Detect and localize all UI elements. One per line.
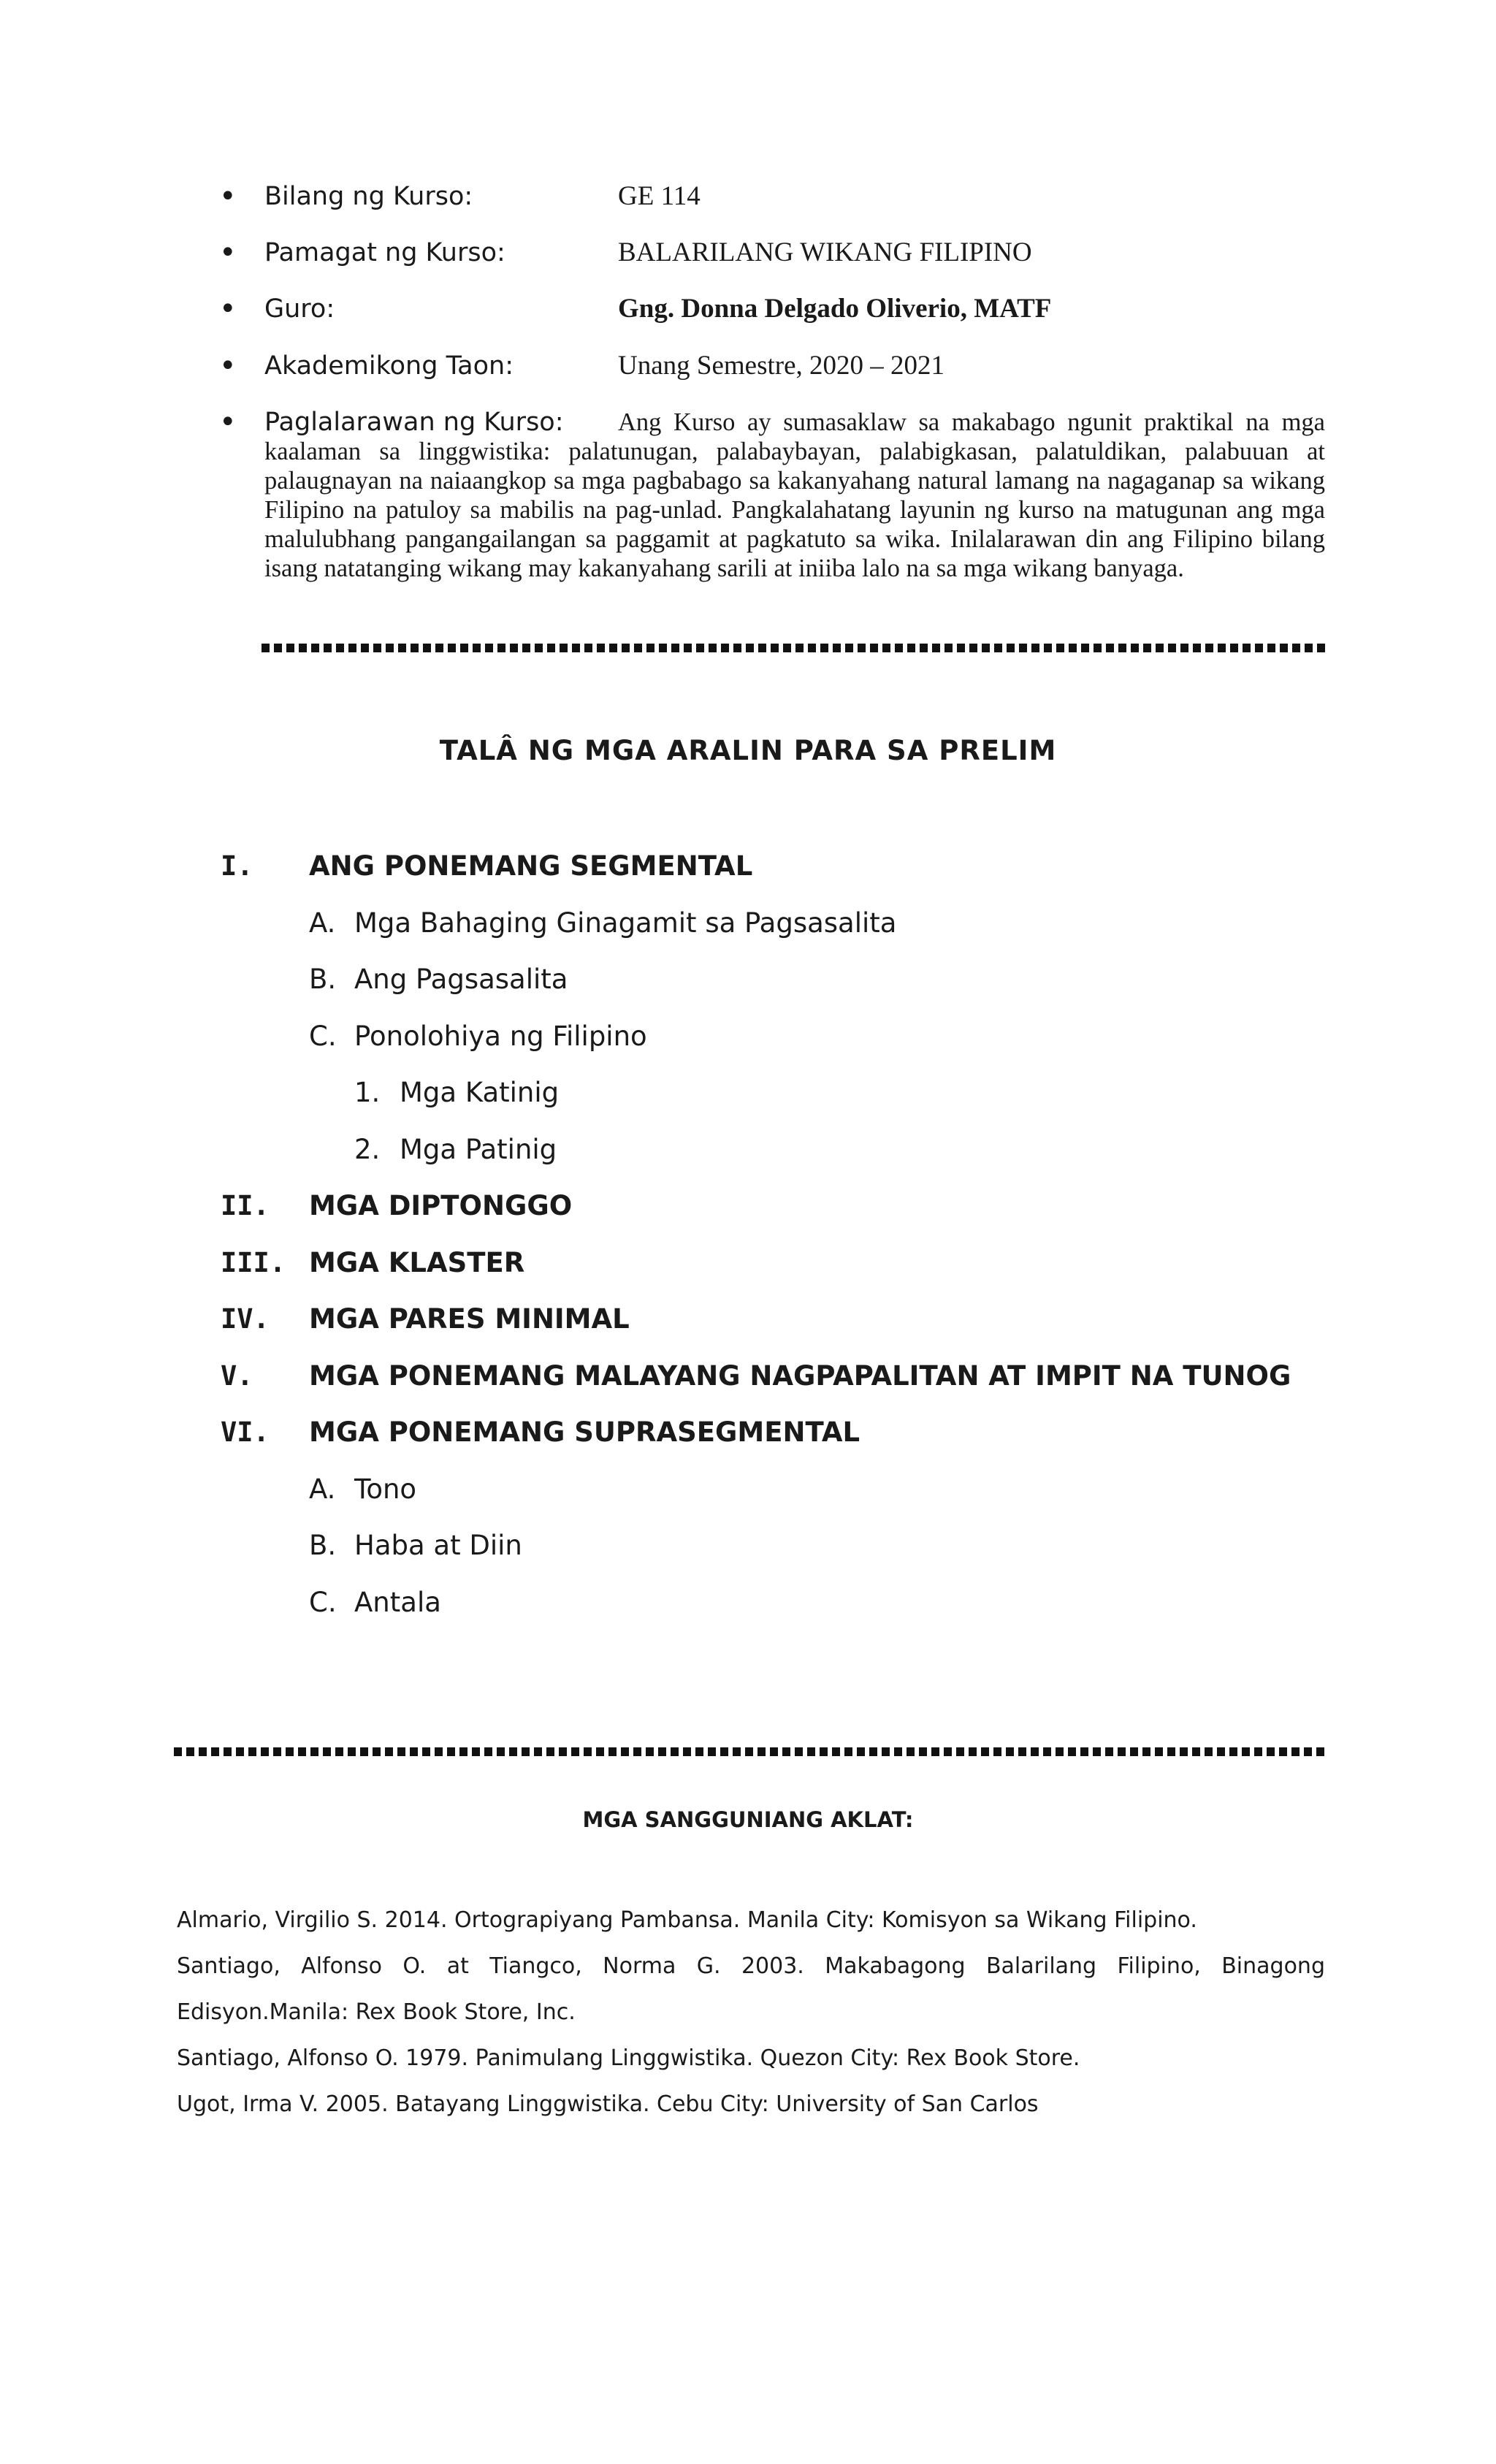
teacher-label: Guro:: [264, 294, 335, 324]
lesson-text: Antala: [354, 1587, 441, 1618]
references-list: [177, 1897, 1325, 2127]
course-code-label: Bilang ng Kurso:: [264, 182, 473, 211]
lesson-text: Mga Katinig: [400, 1077, 560, 1108]
description-label: Paglalarawan ng Kurso:: [264, 408, 564, 437]
lesson-text: Ponolohiya ng Filipino: [354, 1021, 647, 1052]
bullet-icon: •: [219, 180, 237, 213]
lesson-number: C.: [309, 1587, 337, 1618]
lesson-number: I.: [221, 850, 253, 882]
teacher-value: Gng. Donna Delgado Oliverio, MATF: [618, 294, 1052, 324]
lesson-text: Mga Patinig: [400, 1134, 557, 1165]
lesson-number: III.: [221, 1247, 286, 1278]
course-title-value: BALARILANG WIKANG FILIPINO: [618, 237, 1032, 267]
lesson-number: 2.: [354, 1134, 381, 1165]
description-text: Ang Kurso ay sumasaklaw sa makabago ngunit praktikal na mga kaalaman sa linggwistika: palatunugan, palabaybayan, palabigkasan, palatuldikan, palabuuan at palaugnayan na naiaangkop sa mga pagbabago sa kakanyahang natural lamang na nagaganap sa wikang Filipino na patuloy sa mabilis na pag-unlad. Pangkalahatang layunin ng kurso na matugunan ang mga malulubhang pangangailangan sa paggamit at pagkatuto sa wika. Inilalarawan din ang Filipino bilang isang natatanging wikang may kakanyahang sarili at iniiba lalo na sa mga wikang banyaga.: [264, 408, 1325, 582]
separator-top: [262, 644, 1328, 652]
lessons-title: TALÂ NG MGA ARALIN PARA SA PRELIM: [439, 735, 1057, 766]
lesson-text: Tono: [354, 1473, 417, 1505]
lesson-number: B.: [309, 1530, 337, 1561]
lesson-text: MGA DIPTONGGO: [309, 1190, 573, 1221]
bullet-icon: •: [219, 292, 237, 326]
reference-item: Santiago, Alfonso O. at Tiangco, Norma G. 2003. Makabagong Balarilang Filipino, Binagong Edisyon.Manila: Rex Book Store, Inc.: [177, 1953, 1325, 2025]
reference-item: Santiago, Alfonso O. 1979. Panimulang Linggwistika. Quezon City: Rex Book Store.: [177, 2045, 1080, 2071]
lesson-number: 1.: [354, 1077, 381, 1108]
lesson-text: ANG PONEMANG SEGMENTAL: [309, 850, 753, 882]
lesson-text: Ang Pagsasalita: [354, 964, 568, 995]
bullet-icon: •: [219, 349, 237, 383]
course-title-label: Pamagat ng Kurso:: [264, 238, 505, 267]
lesson-number: IV.: [221, 1303, 270, 1335]
separator-bottom: [174, 1747, 1328, 1756]
lesson-text: MGA PONEMANG SUPRASEGMENTAL: [309, 1416, 860, 1448]
course-code-value: GE 114: [618, 181, 701, 211]
lesson-number: B.: [309, 964, 337, 995]
academic-year-label: Akademikong Taon:: [264, 351, 514, 381]
lesson-text: MGA PONEMANG MALAYANG NAGPAPALITAN AT IMPIT NA TUNOG: [309, 1360, 1291, 1392]
reference-item: Almario, Virgilio S. 2014. Ortograpiyang Pambansa. Manila City: Komisyon sa Wikang Filipino.: [177, 1907, 1197, 1933]
reference-item: Ugot, Irma V. 2005. Batayang Linggwistika. Cebu City: University of San Carlos: [177, 2091, 1039, 2117]
lesson-text: MGA KLASTER: [309, 1247, 525, 1278]
lesson-number: C.: [309, 1021, 337, 1052]
lesson-number: II.: [221, 1190, 270, 1221]
references-title: MGA SANGGUNIANG AKLAT:: [582, 1807, 914, 1832]
bullet-icon: •: [219, 405, 237, 439]
lesson-number: A.: [309, 1473, 336, 1505]
lesson-text: Haba at Diin: [354, 1530, 522, 1561]
lesson-number: V.: [221, 1360, 253, 1392]
lesson-number: VI.: [221, 1416, 270, 1448]
lesson-number: A.: [309, 907, 336, 939]
lesson-text: MGA PARES MINIMAL: [309, 1303, 630, 1335]
academic-year-value: Unang Semestre, 2020 – 2021: [618, 351, 945, 381]
lesson-text: Mga Bahaging Ginagamit sa Pagsasalita: [354, 907, 897, 939]
bullet-icon: •: [219, 236, 237, 270]
